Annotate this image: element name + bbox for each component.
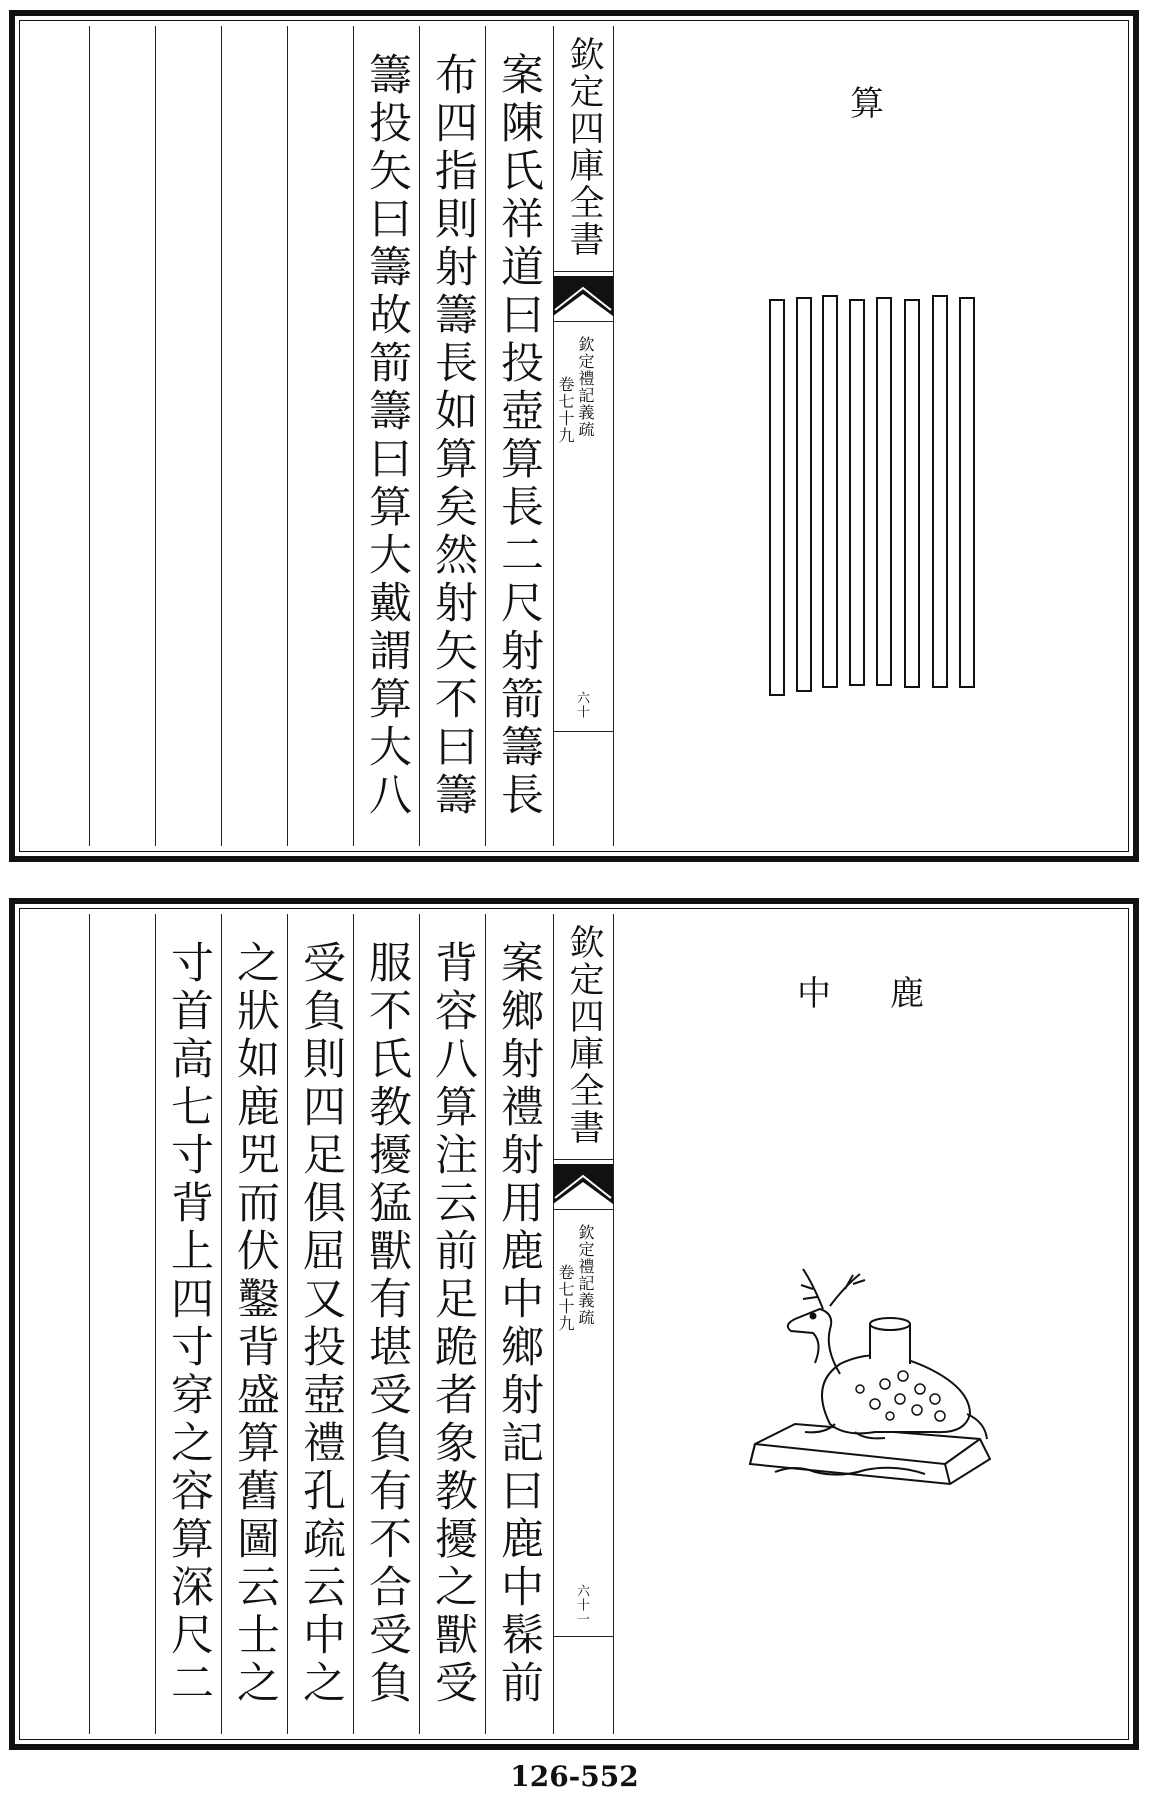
text-column: 受負則四足俱屈又投壺禮孔疏云中之 (296, 940, 346, 1708)
divider (553, 1209, 613, 1210)
text-column (291, 52, 351, 852)
counting-rods-icon (755, 292, 995, 702)
side-title: 欽定禮記義疏 (576, 1224, 595, 1326)
center-strip (553, 26, 613, 846)
text-column: 布四指則射籌長如算矣然射矢不曰籌 (428, 52, 478, 820)
folio-top (9, 10, 1139, 862)
center-strip-rule (613, 914, 614, 1734)
column-rule (287, 914, 288, 1734)
plate-label-suan: 算 (850, 84, 884, 124)
text-column: 之狀如鹿兕而伏鑿背盛算舊圖云士之 (230, 940, 280, 1708)
center-strip-rule (613, 26, 614, 846)
text-column: 案鄉射禮射用鹿中鄉射記曰鹿中髹前 (494, 940, 544, 1708)
column-rule (89, 26, 90, 846)
folio-number: 六十一 (574, 1584, 589, 1626)
book-title: 欽定四庫全書 (564, 924, 604, 1146)
fishtail-icon (553, 1164, 613, 1204)
column-rule (221, 26, 222, 846)
text-column (93, 940, 153, 1740)
text-column: 案陳氏祥道曰投壺算長二尺射箭籌長 (494, 52, 544, 820)
column-rule (221, 914, 222, 1734)
column-rule (419, 914, 420, 1734)
column-rule (485, 26, 486, 846)
side-title: 欽定禮記義疏 (576, 336, 595, 438)
fishtail-icon (553, 276, 613, 316)
column-rule (353, 914, 354, 1734)
plate-label-zhong: 中 (797, 974, 831, 1014)
column-rule (89, 914, 90, 1734)
column-rule (287, 26, 288, 846)
column-rule (485, 914, 486, 1734)
column-rule (155, 914, 156, 1734)
text-column: 背容八算注云前足跪者象教擾之獸受 (428, 940, 478, 1708)
text-column (27, 940, 87, 1740)
text-column: 籌投矢曰籌故箭籌曰算大戴謂算大八 (362, 52, 412, 820)
folio-bottom (9, 898, 1139, 1750)
juan-label: 卷七十九 (556, 376, 575, 444)
divider (553, 321, 613, 322)
deer-vessel-icon (735, 1264, 1005, 1504)
juan-label: 卷七十九 (556, 1264, 575, 1332)
column-rule (353, 26, 354, 846)
divider (553, 731, 613, 732)
page-number: 126-552 (510, 1760, 639, 1793)
center-strip (553, 914, 613, 1734)
text-column (93, 52, 153, 852)
divider (553, 271, 613, 272)
book-title: 欽定四庫全書 (564, 36, 604, 258)
folio-number: 六十 (574, 691, 589, 719)
divider (553, 1636, 613, 1637)
column-rule (155, 26, 156, 846)
text-column: 服不氏教擾猛獸有堪受負有不合受負 (362, 940, 412, 1708)
column-rule (419, 26, 420, 846)
text-column (159, 52, 219, 852)
text-column (225, 52, 285, 852)
divider (553, 1159, 613, 1160)
plate-label-lu: 鹿 (890, 974, 924, 1014)
text-column (27, 52, 87, 852)
text-column: 寸首高七寸背上四寸穿之容算深尺二 (164, 940, 214, 1708)
